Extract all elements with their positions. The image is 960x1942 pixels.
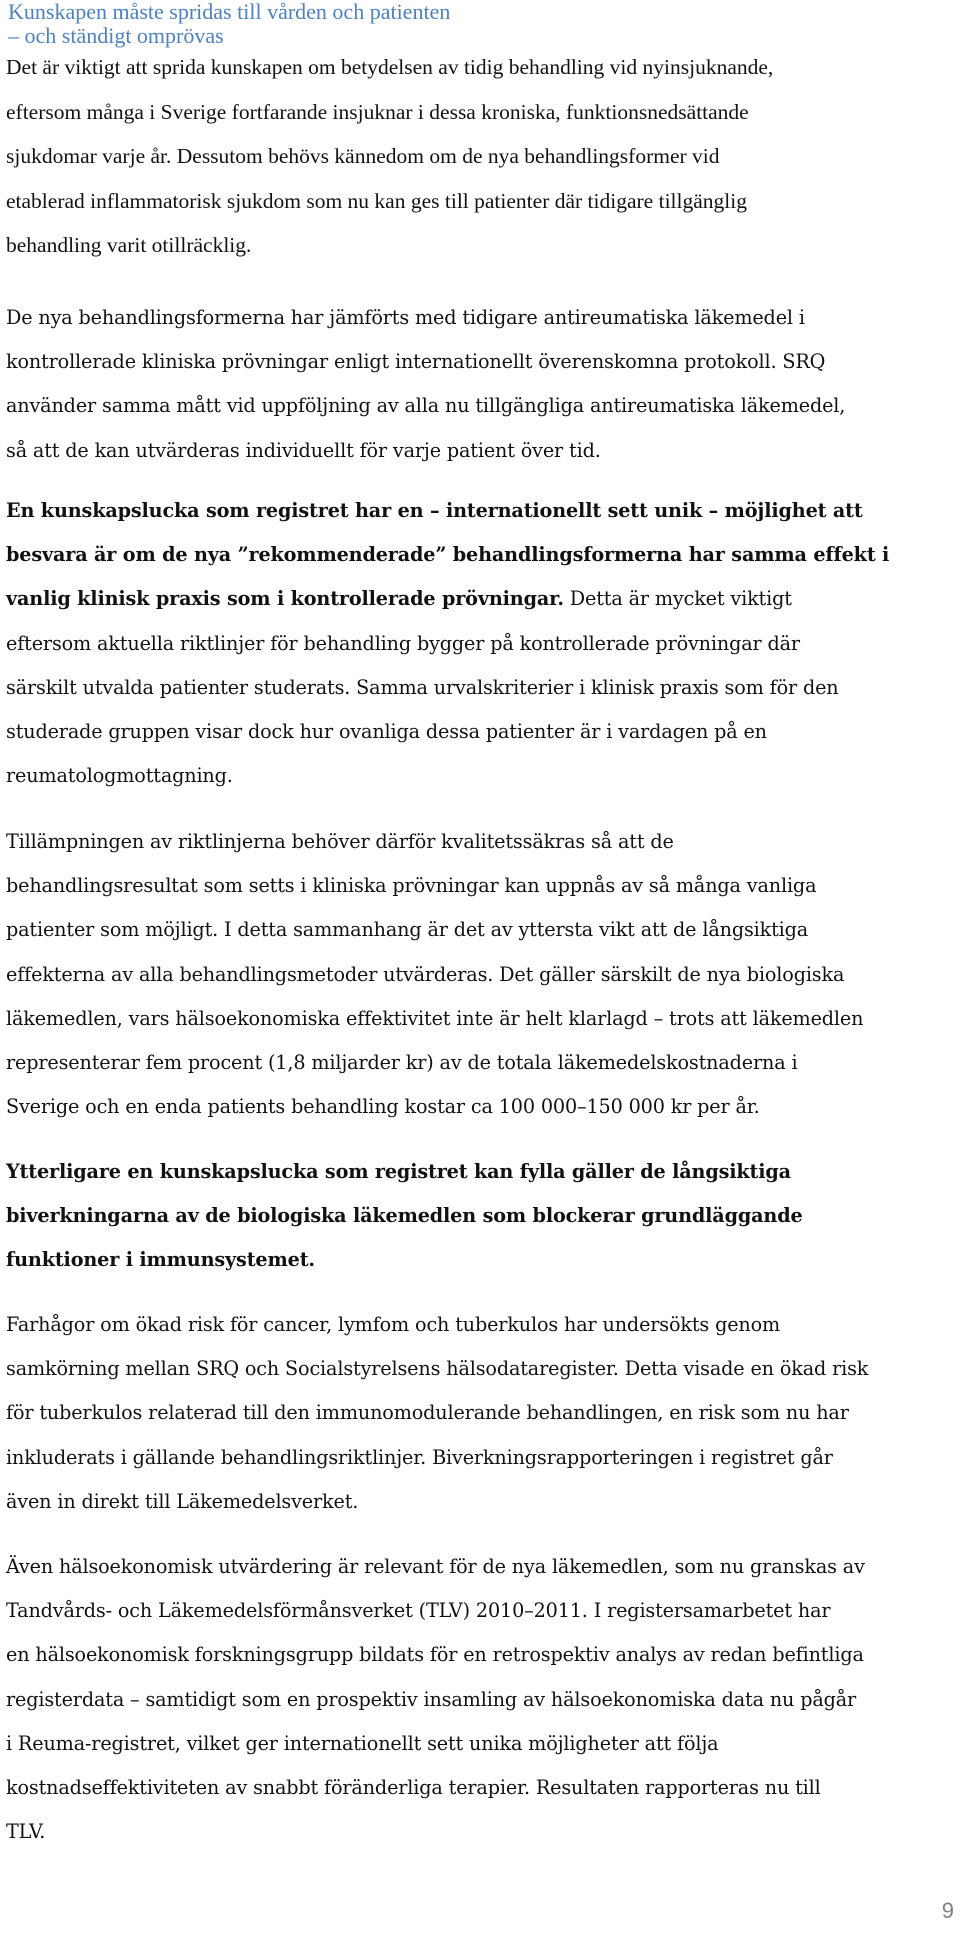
bold-phrase: vanlig klinisk praxis som i kontrollerade prövningar.	[6, 587, 564, 611]
paragraph-line: behandling varit otillräcklig.	[6, 233, 252, 258]
section-header	[8, 0, 948, 48]
paragraph-2	[6, 296, 956, 473]
paragraph-line: eftersom många i Sverige fortfarande insjuknar i dessa kroniska, funktionsnedsättande	[6, 99, 749, 124]
paragraph-line-bold: Ytterligare en kunskapslucka som registret kan fylla gäller de långsiktiga	[6, 1160, 791, 1183]
paragraph-line: särskilt utvalda patienter studerats. Samma urvalskriterier i klinisk praxis som för den	[6, 675, 839, 699]
paragraph-line: studerade gruppen visar dock hur ovanliga dessa patienter är i vardagen på en	[6, 720, 767, 744]
regular-phrase: Detta är mycket viktigt	[563, 587, 792, 611]
paragraph-line: reumatologmottagning.	[6, 764, 233, 788]
paragraph-line: representerar fem procent (1,8 miljarder kr) av de totala läkemedelskostnaderna i	[6, 1051, 798, 1075]
paragraph-5	[6, 1150, 956, 1283]
paragraph-line: etablerad inflammatorisk sjukdom som nu kan ges till patienter där tidigare tillgänglig	[6, 188, 747, 213]
paragraph-line: sjukdomar varje år. Dessutom behövs kännedom om de nya behandlingsformer vid	[6, 144, 720, 169]
paragraph-line: Även hälsoekonomisk utvärdering är relevant för de nya läkemedlen, som nu granskas av	[6, 1555, 865, 1578]
header-title-line-2: – och ständigt omprövas	[8, 23, 224, 48]
paragraph-line: patienter som möjligt. I detta sammanhang är det av yttersta vikt att de långsiktiga	[6, 918, 809, 942]
paragraph-line: effekterna av alla behandlingsmetoder utvärderas. Det gäller särskilt de nya biologiska	[6, 962, 845, 986]
paragraph-line: även in direkt till Läkemedelsverket.	[6, 1489, 359, 1513]
paragraph-line: Det är viktigt att sprida kunskapen om betydelsen av tidig behandling vid nyinsjuknande,	[6, 55, 774, 79]
paragraph-line: De nya behandlingsformerna har jämförts med tidigare antireumatiska läkemedel i	[6, 306, 805, 329]
paragraph-line: kostnadseffektiviteten av snabbt föränderliga terapier. Resultaten rapporteras nu till	[6, 1776, 821, 1800]
paragraph-line-bold: funktioner i immunsystemet.	[6, 1248, 315, 1272]
paragraph-4	[6, 820, 956, 1129]
paragraph-line: TLV.	[6, 1820, 46, 1844]
paragraph-line: eftersom aktuella riktlinjer för behandling bygger på kontrollerade prövningar där	[6, 631, 800, 655]
paragraph-line: inkluderats i gällande behandlingsriktlinjer. Biverkningsrapporteringen i registret går	[6, 1445, 833, 1469]
paragraph-line-mixed	[6, 577, 956, 621]
header-title-line-1: Kunskapen måste spridas till vården och patienten	[8, 0, 451, 24]
paragraph-line-bold: biverkningarna av de biologiska läkemedlen som blockerar grundläggande	[6, 1204, 803, 1228]
paragraph-line-bold: En kunskapslucka som registret har en – internationellt sett unik – möjlighet att	[6, 499, 863, 522]
paragraph-line: Sverige och en enda patients behandling kostar ca 100 000–150 000 kr per år.	[6, 1095, 760, 1119]
paragraph-line: läkemedlen, vars hälsoekonomiska effektivitet inte är helt klarlagd – trots att läkemedlen	[6, 1006, 864, 1030]
paragraph-line: samkörning mellan SRQ och Socialstyrelsens hälsodataregister. Detta visade en ökad risk	[6, 1357, 869, 1381]
paragraph-line: en hälsoekonomisk forskningsgrupp bildats för en retrospektiv analys av redan befintliga	[6, 1643, 864, 1667]
paragraph-line: använder samma mått vid uppföljning av alla nu tillgängliga antireumatiska läkemedel,	[6, 394, 846, 418]
page-number: 9	[941, 1898, 954, 1923]
paragraph-line: registerdata – samtidigt som en prospektiv insamling av hälsoekonomiska data nu pågår	[6, 1687, 857, 1711]
paragraph-1	[6, 45, 956, 268]
paragraph-line: i Reuma-registret, vilket ger internationellt sett unika möjligheter att följa	[6, 1731, 719, 1755]
paragraph-line: kontrollerade kliniska prövningar enligt internationellt överenskomna protokoll. SRQ	[6, 350, 826, 374]
paragraph-line: så att de kan utvärderas individuellt för varje patient över tid.	[6, 438, 601, 462]
paragraph-6	[6, 1303, 956, 1524]
paragraph-3	[6, 489, 956, 798]
paragraph-line: Tandvårds- och Läkemedelsförmånsverket (TLV) 2010–2011. I registersamarbetet har	[6, 1599, 831, 1623]
paragraph-7	[6, 1545, 956, 1854]
paragraph-line: Tillämpningen av riktlinjerna behöver därför kvalitetssäkras så att de	[6, 830, 674, 853]
paragraph-line: för tuberkulos relaterad till den immunomodulerande behandlingen, en risk som nu har	[6, 1401, 849, 1425]
paragraph-line: Farhågor om ökad risk för cancer, lymfom och tuberkulos har undersökts genom	[6, 1313, 781, 1336]
paragraph-line-bold: besvara är om de nya ”rekommenderade” behandlingsformerna har samma effekt i	[6, 543, 890, 567]
paragraph-line: behandlingsresultat som setts i kliniska prövningar kan uppnås av så många vanliga	[6, 874, 817, 898]
